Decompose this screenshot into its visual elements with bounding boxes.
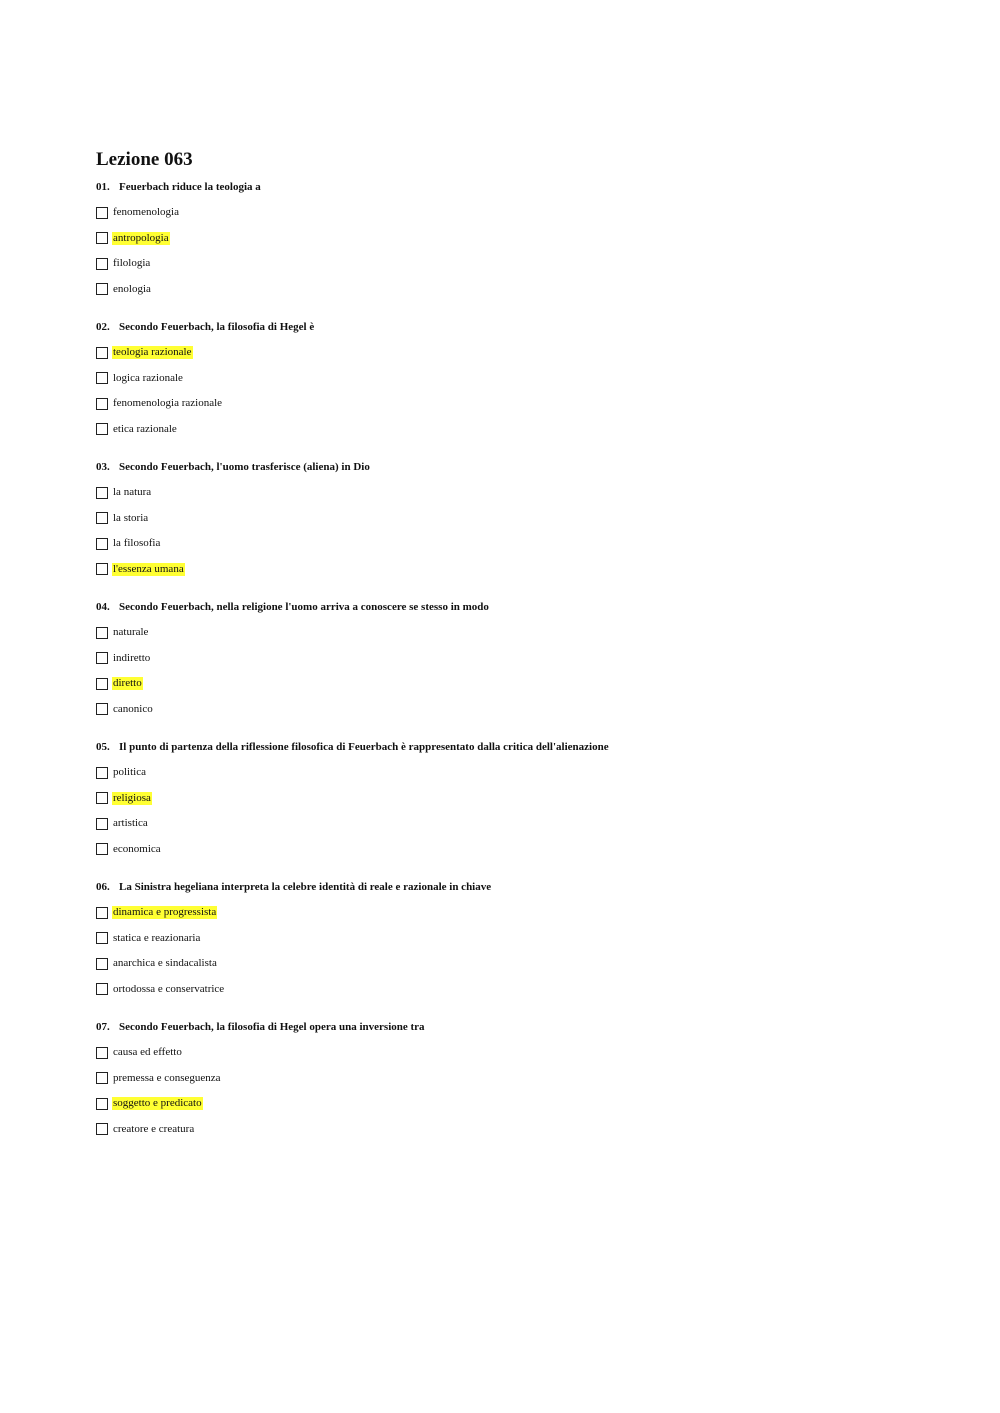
answer-label-highlighted: dinamica e progressista (113, 906, 217, 919)
answer-label: anarchica e sindacalista (113, 957, 217, 970)
answer-label: canonico (113, 702, 153, 715)
answer-option[interactable] (96, 226, 936, 252)
answer-label: creatore e creatura (113, 1122, 195, 1135)
answer-label: artistica (113, 817, 148, 830)
answer-option[interactable] (96, 620, 936, 646)
answer-label-highlighted: l'essenza umana (113, 562, 184, 575)
answer-checkbox[interactable] (96, 652, 108, 664)
question-text: Il punto di partenza della riflessione filosofica di Feuerbach è rappresentato dalla critica dell'alienazione (119, 741, 609, 753)
answer-option[interactable] (96, 1117, 936, 1143)
question-text: Secondo Feuerbach, nella religione l'uomo arriva a conoscere se stesso in modo (119, 601, 489, 613)
answer-option[interactable] (96, 837, 936, 863)
answer-option[interactable] (96, 200, 936, 226)
answer-checkbox[interactable] (96, 818, 108, 830)
answer-checkbox[interactable] (96, 563, 108, 575)
question-3 (96, 454, 936, 582)
answer-checkbox[interactable] (96, 398, 108, 410)
answer-checkbox[interactable] (96, 1098, 108, 1110)
question-7 (96, 1014, 936, 1142)
answer-label: etica razionale (113, 422, 177, 435)
answer-checkbox[interactable] (96, 1047, 108, 1059)
answer-checkbox[interactable] (96, 423, 108, 435)
answer-option[interactable] (96, 391, 936, 417)
question-header (96, 594, 936, 620)
question-number: 04. (96, 601, 110, 613)
question-2 (96, 314, 936, 442)
answer-label: filologia (113, 257, 151, 270)
answer-label: ortodossa e conservatrice (113, 982, 225, 995)
answer-label: naturale (113, 626, 149, 639)
answer-label: politica (113, 766, 146, 779)
answer-option[interactable] (96, 951, 936, 977)
answer-label: fenomenologia (113, 206, 179, 219)
answer-option[interactable] (96, 1066, 936, 1092)
answer-option[interactable] (96, 671, 936, 697)
answer-option[interactable] (96, 646, 936, 672)
answer-option[interactable] (96, 531, 936, 557)
answer-option[interactable] (96, 251, 936, 277)
quiz-page (96, 146, 936, 1154)
answer-checkbox[interactable] (96, 372, 108, 384)
answer-option[interactable] (96, 557, 936, 583)
answer-option[interactable] (96, 1091, 936, 1117)
answer-option[interactable] (96, 417, 936, 443)
answer-checkbox[interactable] (96, 487, 108, 499)
answer-label-highlighted: soggetto e predicato (113, 1097, 202, 1110)
answer-option[interactable] (96, 900, 936, 926)
answer-checkbox[interactable] (96, 538, 108, 550)
question-number: 05. (96, 741, 110, 753)
answer-label-highlighted: diretto (113, 677, 142, 690)
answer-option[interactable] (96, 926, 936, 952)
answer-label-highlighted: teologia razionale (113, 346, 192, 359)
answer-checkbox[interactable] (96, 627, 108, 639)
question-text: La Sinistra hegeliana interpreta la celebre identità di reale e razionale in chiave (119, 881, 492, 893)
answer-checkbox[interactable] (96, 1072, 108, 1084)
answer-option[interactable] (96, 480, 936, 506)
answer-label-highlighted: antropologia (113, 231, 169, 244)
answer-label: la storia (113, 511, 149, 524)
answer-label: fenomenologia razionale (113, 397, 223, 410)
question-header (96, 734, 936, 760)
answer-option[interactable] (96, 786, 936, 812)
question-text: Secondo Feuerbach, la filosofia di Hegel è (119, 321, 315, 333)
answer-checkbox[interactable] (96, 207, 108, 219)
answer-label: statica e reazionaria (113, 931, 201, 944)
question-header (96, 454, 936, 480)
answer-checkbox[interactable] (96, 258, 108, 270)
question-6 (96, 874, 936, 1002)
answer-label: la natura (113, 486, 152, 499)
answer-checkbox[interactable] (96, 792, 108, 804)
answer-option[interactable] (96, 340, 936, 366)
answer-option[interactable] (96, 697, 936, 723)
question-header (96, 314, 936, 340)
answer-checkbox[interactable] (96, 283, 108, 295)
question-list (96, 174, 936, 1142)
answer-option[interactable] (96, 277, 936, 303)
question-4 (96, 594, 936, 722)
answer-checkbox[interactable] (96, 932, 108, 944)
question-number: 06. (96, 881, 110, 893)
answer-label: indiretto (113, 651, 151, 664)
answer-label-highlighted: religiosa (113, 791, 151, 804)
question-number: 02. (96, 321, 110, 333)
question-header (96, 1014, 936, 1040)
question-text: Feuerbach riduce la teologia a (119, 181, 261, 193)
question-number: 03. (96, 461, 110, 473)
answer-checkbox[interactable] (96, 907, 108, 919)
answer-label: logica razionale (113, 371, 183, 384)
answer-label: causa ed effetto (113, 1046, 182, 1059)
answer-label: premessa e conseguenza (113, 1071, 221, 1084)
question-header (96, 874, 936, 900)
answer-option[interactable] (96, 1040, 936, 1066)
answer-checkbox[interactable] (96, 958, 108, 970)
answer-checkbox[interactable] (96, 232, 108, 244)
answer-checkbox[interactable] (96, 512, 108, 524)
answer-checkbox[interactable] (96, 1123, 108, 1135)
question-number: 01. (96, 181, 110, 193)
question-5 (96, 734, 936, 862)
page-title: Lezione 063 (96, 149, 193, 170)
answer-checkbox[interactable] (96, 678, 108, 690)
answer-option[interactable] (96, 977, 936, 1003)
question-header (96, 174, 936, 200)
question-1 (96, 174, 936, 302)
answer-checkbox[interactable] (96, 983, 108, 995)
answer-option[interactable] (96, 366, 936, 392)
question-number: 07. (96, 1021, 110, 1033)
answer-label: economica (113, 842, 161, 855)
answer-checkbox[interactable] (96, 843, 108, 855)
answer-checkbox[interactable] (96, 703, 108, 715)
answer-option[interactable] (96, 811, 936, 837)
answer-label: enologia (113, 282, 151, 295)
answer-checkbox[interactable] (96, 767, 108, 779)
question-text: Secondo Feuerbach, l'uomo trasferisce (aliena) in Dio (119, 461, 370, 473)
answer-option[interactable] (96, 506, 936, 532)
answer-checkbox[interactable] (96, 347, 108, 359)
answer-option[interactable] (96, 760, 936, 786)
answer-label: la filosofia (113, 537, 161, 550)
question-text: Secondo Feuerbach, la filosofia di Hegel opera una inversione tra (119, 1021, 425, 1033)
